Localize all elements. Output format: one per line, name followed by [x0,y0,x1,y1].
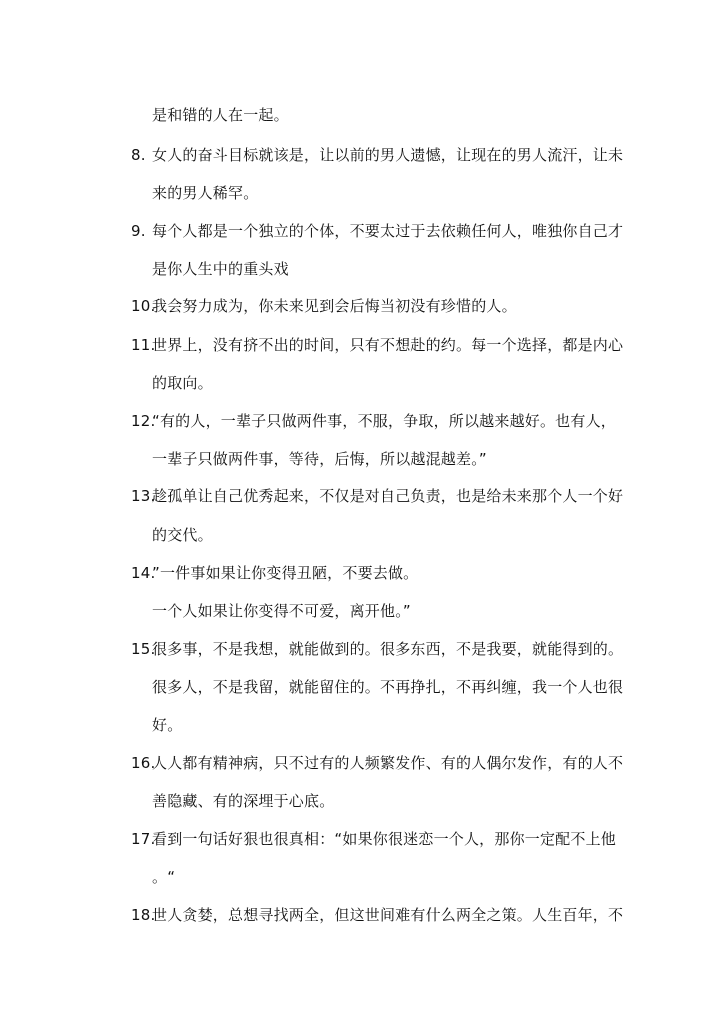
item-number: 17. [131,830,156,848]
text-line: ”一件事如果让你变得丑陋，不要去做。 [152,564,419,582]
text-line: 人人都有精神病，只不过有的人频繁发作、有的人偶尔发作，有的人不 [152,754,624,772]
item-number: 15. [131,640,156,658]
text-line: 的交代。 [152,526,213,544]
text-line: 很多人，不是我留，就能留住的。不再挣扎，不再纠缠，我一个人也很 [152,678,624,696]
text-line: 趁孤单让自己优秀起来，不仅是对自己负责，也是给未来那个人一个好 [152,487,624,505]
text-line: 。“ [152,868,176,886]
text-line: 一个人如果让你变得不可爱，离开他。” [152,602,411,620]
item-number: 18. [131,906,156,924]
item-number: 14. [131,564,156,582]
text-line: 女人的奋斗目标就该是，让以前的男人遗憾，让现在的男人流汗，让未 [152,146,624,164]
text-line: 每个人都是一个独立的个体，不要太过于去依赖任何人，唯独你自己才 [152,222,624,240]
text-line: 看到一句话好狠也很真相：“如果你很迷恋一个人，那你一定配不上他 [152,830,616,848]
text-line: 世界上，没有挤不出的时间，只有不想赴的约。每一个选择，都是内心 [152,336,624,354]
text-line: 善隐藏、有的深埋于心底。 [152,792,335,810]
item-number: 10. [131,297,156,315]
item-number: 9. [131,222,146,240]
item-number: 16. [131,754,156,772]
item-number: 8. [131,146,146,164]
text-line: “有的人，一辈子只做两件事，不服，争取，所以越来越好。也有人， [152,412,616,430]
text-line: 我会努力成为，你未来见到会后悔当初没有珍惜的人。 [152,297,517,315]
text-line: 好。 [152,716,183,734]
text-line: 一辈子只做两件事，等待，后悔，所以越混越差。” [152,450,487,468]
item-number: 13. [131,487,156,505]
text-line: 是和错的人在一起。 [152,106,289,124]
text-line: 的取向。 [152,374,213,392]
text-line: 来的男人稀罕。 [152,184,259,202]
item-number: 12. [131,412,156,430]
text-line: 是你人生中的重头戏 [152,260,289,278]
text-line: 世人贪婪，总想寻找两全，但这世间难有什么两全之策。人生百年，不 [152,906,624,924]
text-line: 很多事，不是我想，就能做到的。很多东西，不是我要，就能得到的。 [152,640,624,658]
item-number: 11. [131,336,156,354]
